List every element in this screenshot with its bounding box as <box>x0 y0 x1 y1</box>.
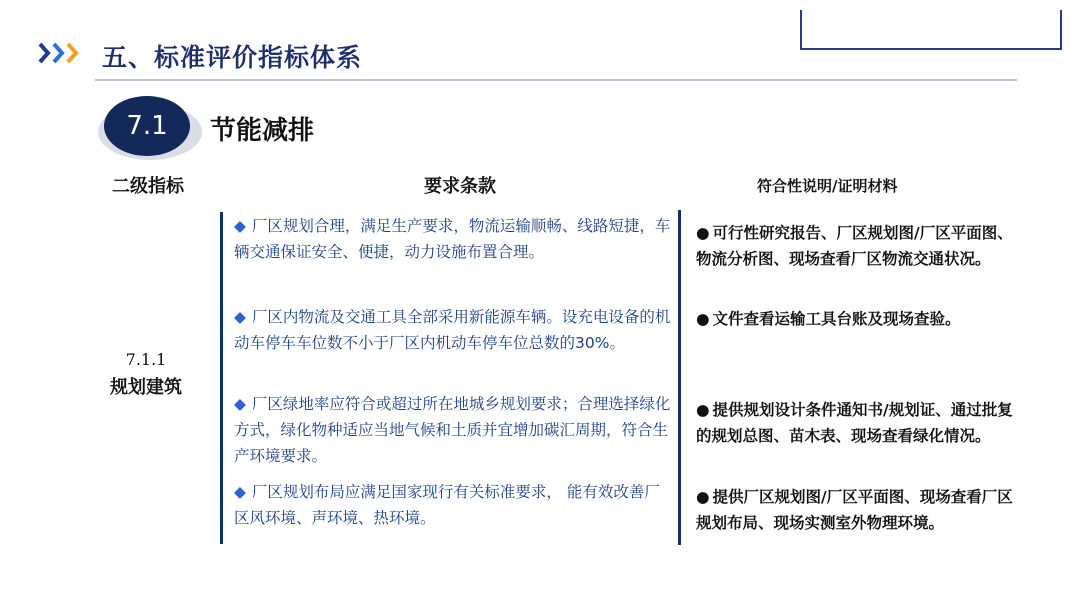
evidence-item <box>696 484 1014 536</box>
requirement-text: 厂区规划合理，满足生产要求，物流运输顺畅、线路短捷，车辆交通保证安全、便捷，动力设施布置合理。 <box>234 217 671 261</box>
requirement-text: 厂区规划布局应满足国家现行有关标准要求， 能有效改善厂区风环境、声环境、热环境。 <box>234 483 660 527</box>
chevron-right-icon <box>38 40 84 66</box>
divider-right <box>678 210 681 545</box>
indicator-cell <box>103 350 189 399</box>
requirement-item <box>234 304 674 356</box>
indicator-code: 7.1.1 <box>125 350 167 369</box>
column-header-requirement: 要求条款 <box>424 176 496 197</box>
subsection-title: 节能减排 <box>210 116 315 146</box>
evidence-item <box>696 306 1014 332</box>
evidence-text: 提供规划设计条件通知书/规划证、通过批复的规划总图、苗木表、现场查看绿化情况。 <box>696 401 1013 445</box>
column-header-indicator: 二级指标 <box>112 176 184 197</box>
corner-frame <box>800 10 1062 50</box>
diamond-bullet-icon: ◆ <box>234 483 246 501</box>
diamond-bullet-icon: ◆ <box>234 217 246 235</box>
requirement-item <box>234 213 674 265</box>
evidence-text: 可行性研究报告、厂区规划图/厂区平面图、物流分析图、现场查看厂区物流交通状况。 <box>696 224 1013 268</box>
subsection-number-badge: 7.1 <box>104 96 190 156</box>
dot-bullet-icon: ● <box>696 310 710 328</box>
diamond-bullet-icon: ◆ <box>234 308 246 326</box>
indicator-name: 规划建筑 <box>110 377 182 398</box>
divider-left <box>220 212 223 544</box>
evidence-text: 文件查看运输工具台账及现场查验。 <box>712 310 961 328</box>
requirement-text: 厂区绿地率应符合或超过所在地城乡规划要求；合理选择绿化方式，绿化物种适应当地气候和土质并宜增加碳汇周期，符合生产环境要求。 <box>234 395 671 465</box>
evidence-item <box>696 220 1014 272</box>
evidence-item <box>696 397 1014 449</box>
requirement-text: 厂区内物流及交通工具全部采用新能源车辆。设充电设备的机动车停车车位数不小于厂区内机动车停车位总数的30%。 <box>234 308 671 352</box>
diamond-bullet-icon: ◆ <box>234 395 246 413</box>
requirement-item <box>234 391 674 469</box>
dot-bullet-icon: ● <box>696 488 710 506</box>
section-title: 五、标准评价指标体系 <box>102 43 363 72</box>
dot-bullet-icon: ● <box>696 401 710 419</box>
dot-bullet-icon: ● <box>696 224 710 242</box>
evidence-text: 提供厂区规划图/厂区平面图、现场查看厂区规划布局、现场实测室外物理环境。 <box>696 488 1013 532</box>
requirement-item <box>234 479 674 531</box>
column-header-evidence: 符合性说明/证明材料 <box>757 177 898 195</box>
title-divider <box>95 79 1017 81</box>
